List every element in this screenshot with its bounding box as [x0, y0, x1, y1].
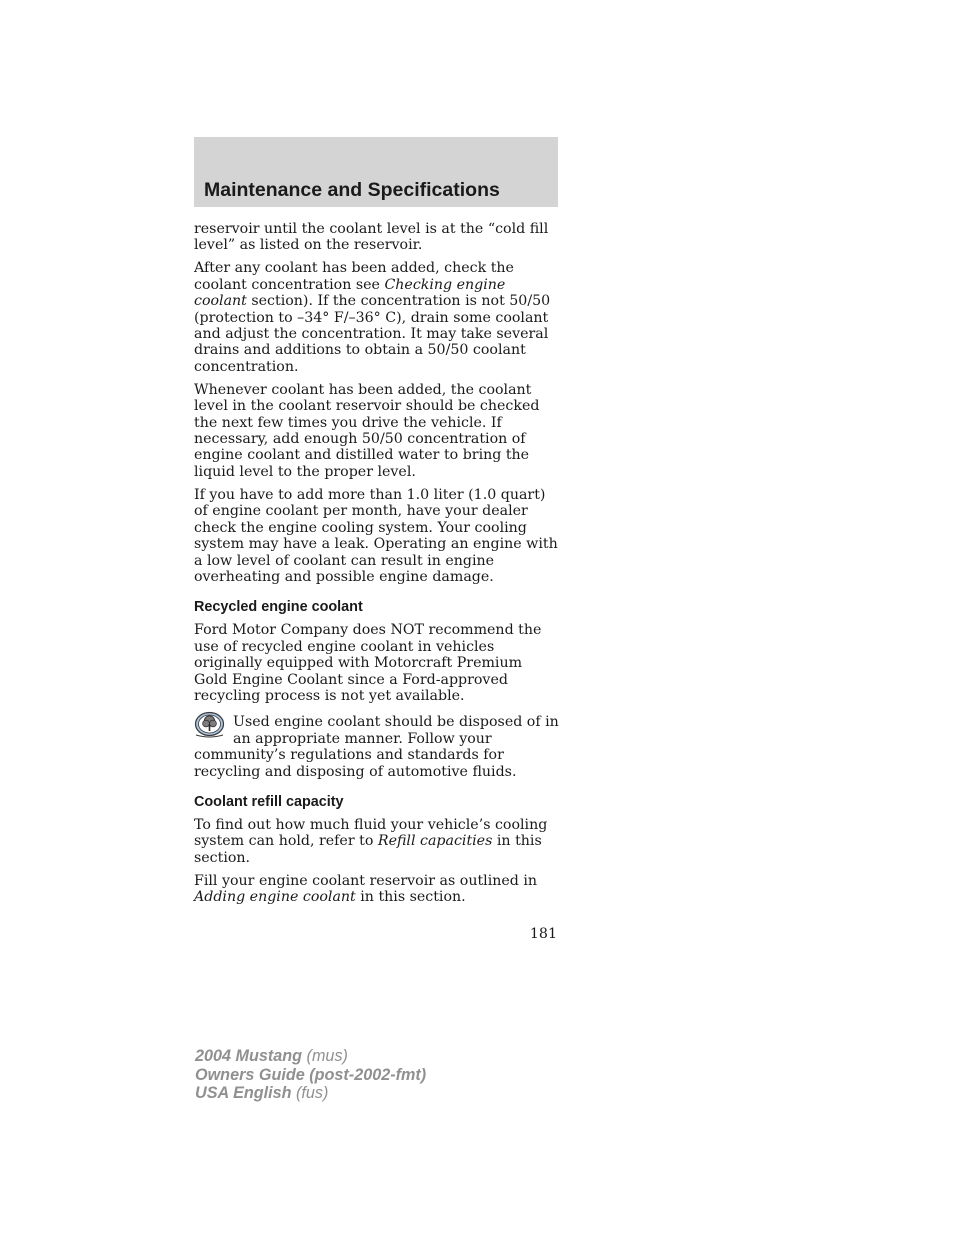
- footer-line-model: 2004 Mustang (mus): [195, 1047, 348, 1065]
- cross-reference-adding-coolant: Adding engine coolant: [194, 889, 356, 906]
- heading-recycled-coolant: Recycled engine coolant: [194, 599, 363, 616]
- document-footer: [195, 1047, 426, 1103]
- paragraph-check-level: Whenever coolant has been added, the coolant level in the coolant reservoir should be checked the next few times you drive the vehicle. If necessary, add enough 50/50 concentration of engine coolant and distilled water to bring the liquid level to the proper level.: [194, 381, 540, 480]
- page-title: Maintenance and Specifications: [204, 179, 500, 201]
- cross-reference-refill-capacities: Refill capacities: [377, 833, 493, 850]
- cross-reference-checking-coolant: Checking engine coolant: [194, 276, 506, 310]
- recycle-tree-icon: [194, 711, 225, 740]
- paragraph-concentration: After any coolant has been added, check the coolant concentration see Checking engine coolant section). If the concentration is not 50/50 (protection to –34° F/–36° C), drain some coolant and adjust the concentration. It may take several drains and additions to obtain a 50/50 coolant concentration.: [194, 260, 551, 375]
- section-header-band: [194, 137, 558, 207]
- paragraph-leak-warning: If you have to add more than 1.0 liter (1.0 quart) of engine coolant per month, have your dealer check the engine cooling system. Your cooling system may have a leak. Operating an engine with a low level of coolant can result in engine overheating and possible engine damage.: [194, 486, 558, 585]
- footer-line-language: USA English (fus): [195, 1084, 329, 1103]
- main-content: [194, 221, 560, 912]
- page-number: 181: [529, 926, 557, 942]
- paragraph-disposal: Used engine coolant should be disposed of in an appropriate manner. Follow your community’s regulations and standards for recycling and disposing of automotive fluids.: [194, 714, 560, 780]
- paragraph-refill-capacities: To find out how much fluid your vehicle’s cooling system can hold, refer to Refill capacities in this section.: [194, 816, 548, 866]
- paragraph-reservoir-fill: reservoir until the coolant level is at the “cold fill level” as listed on the reservoir.: [194, 221, 549, 254]
- footer-line-guide: Owners Guide (post-2002-fmt): [195, 1065, 427, 1084]
- paragraph-recycled-coolant: Ford Motor Company does NOT recommend the use of recycled engine coolant in vehicles originally equipped with Motorcraft Premium Gold Engine Coolant since a Ford-approved recycling process is not yet available.: [194, 622, 542, 704]
- paragraph-fill-reservoir: Fill your engine coolant reservoir as outlined in Adding engine coolant in this section.: [194, 872, 538, 906]
- heading-refill-capacity: Coolant refill capacity: [194, 793, 344, 810]
